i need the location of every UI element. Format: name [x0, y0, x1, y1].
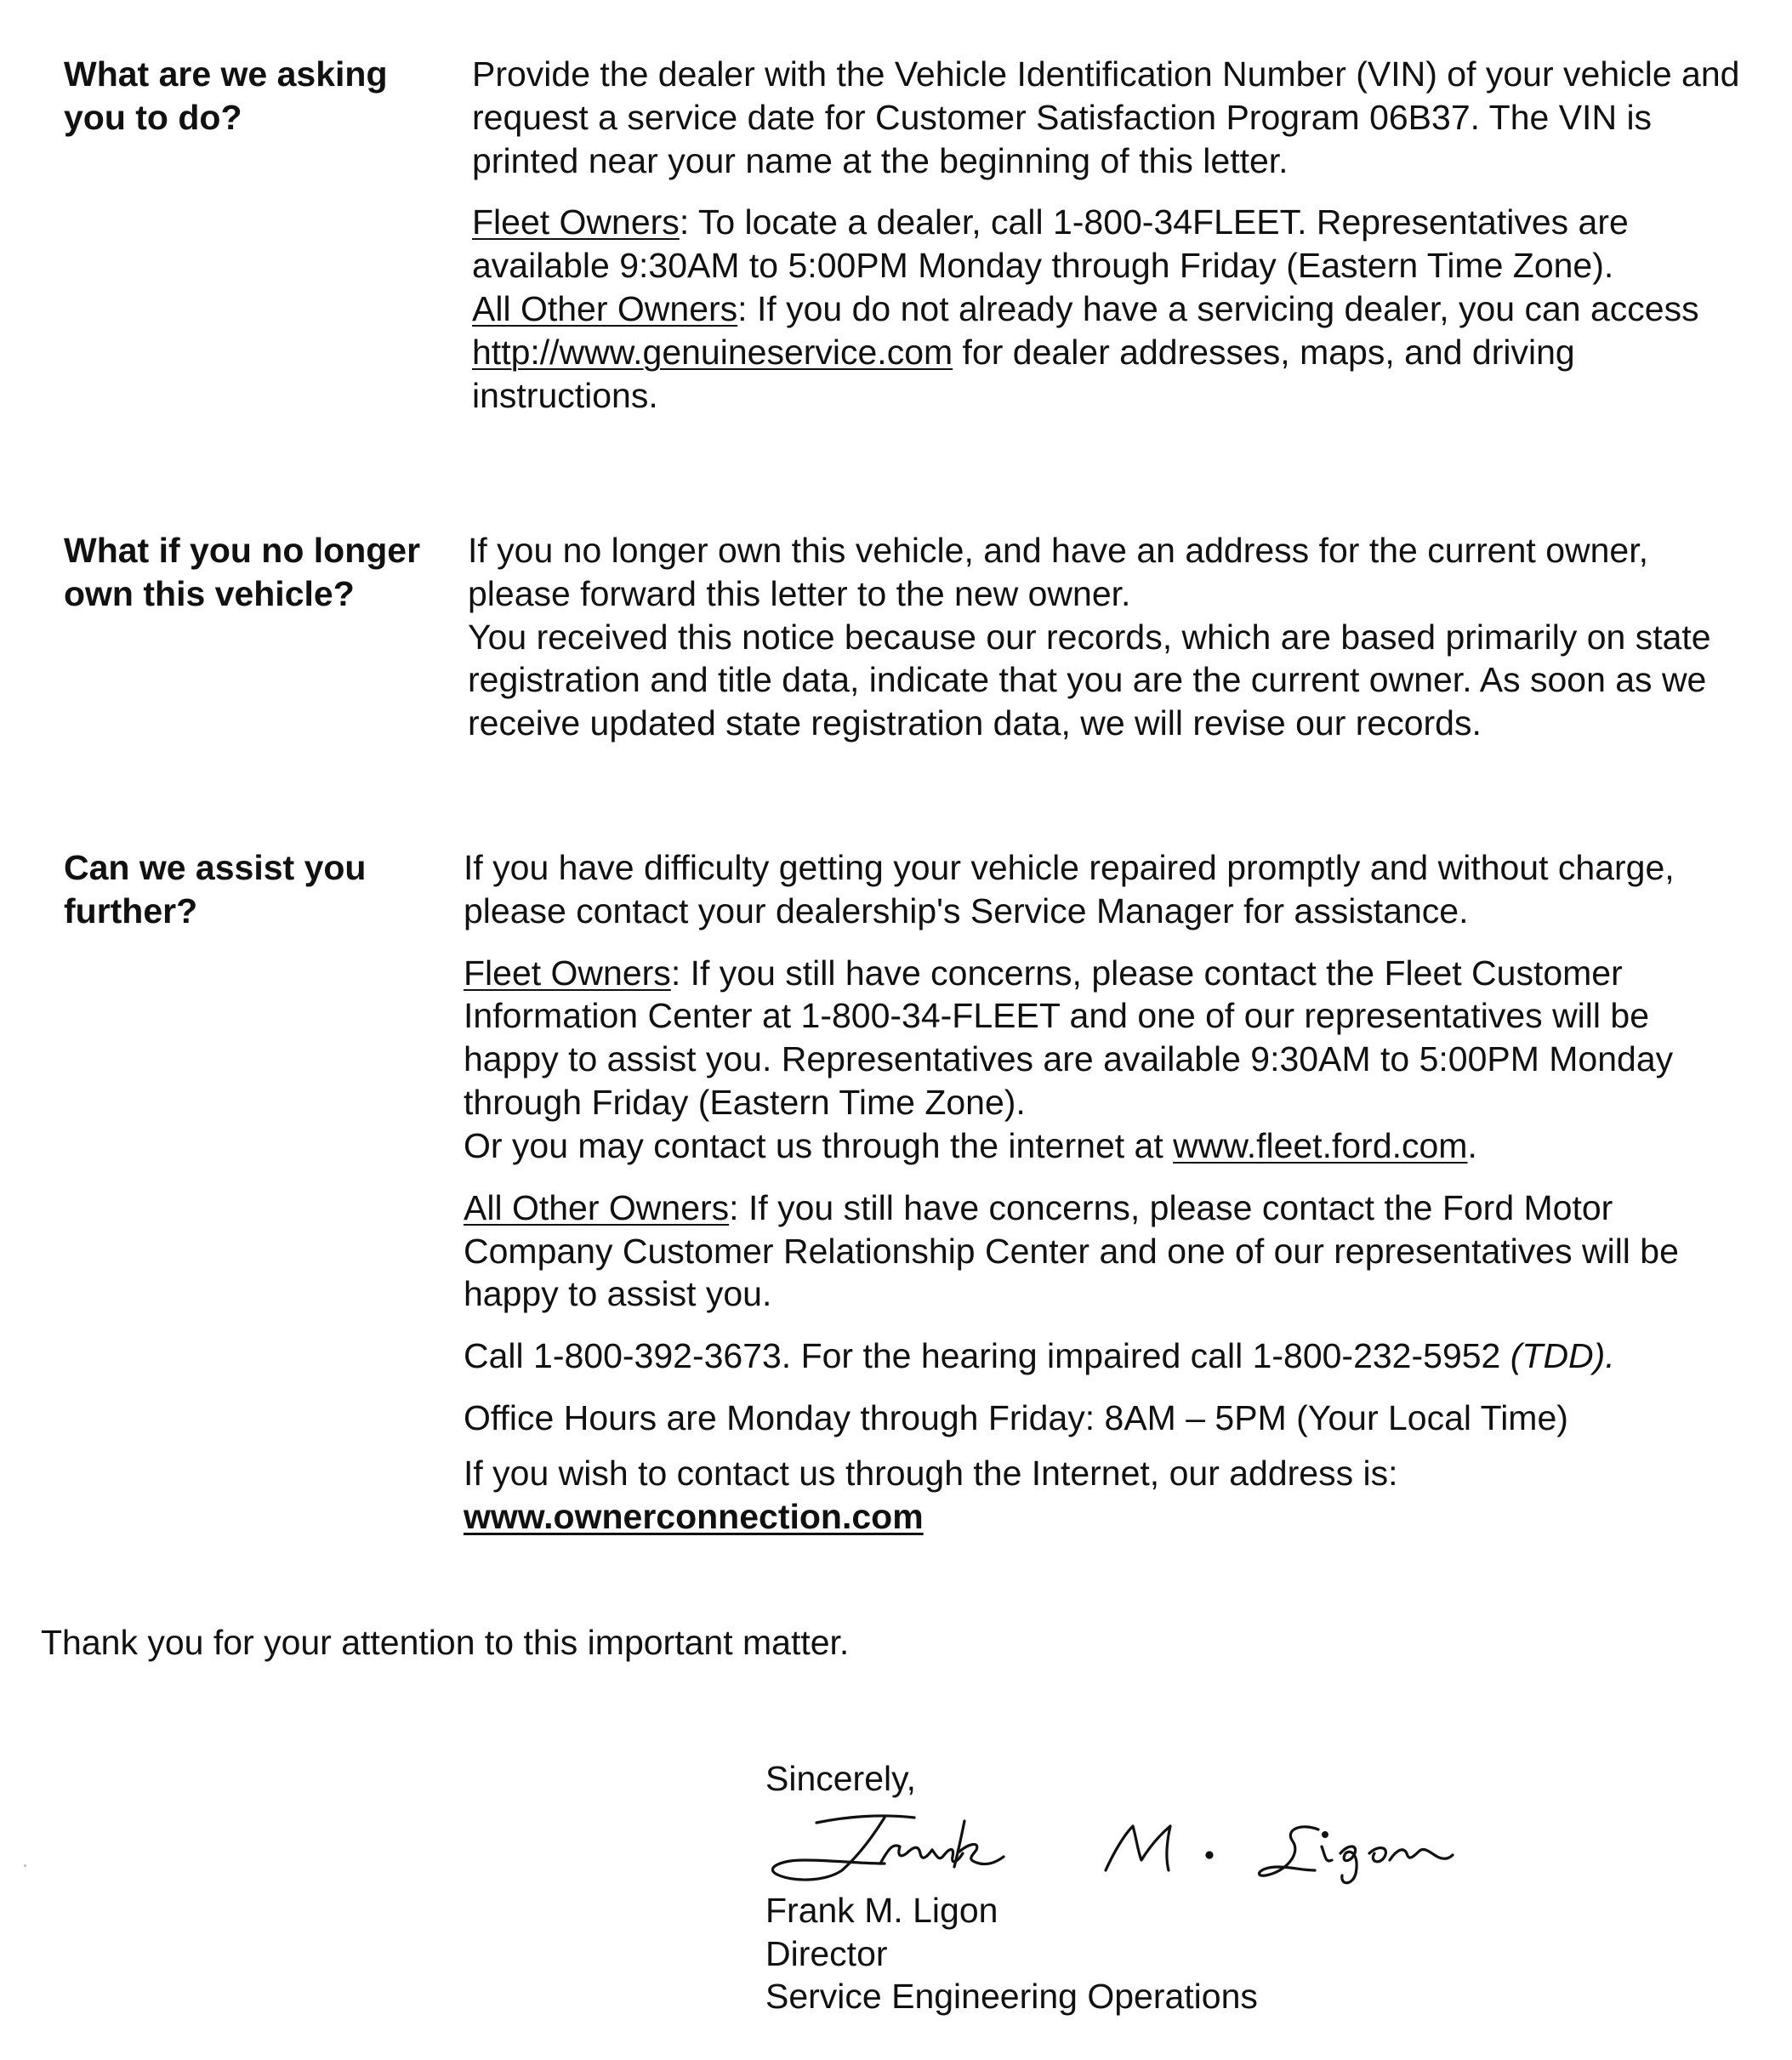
- signer-department: Service Engineering Operations: [765, 1977, 1258, 2017]
- other-owners-paragraph: [472, 287, 1756, 417]
- fleet-owners-label: Fleet Owners: [464, 953, 671, 993]
- signer-title: Director: [765, 1933, 888, 1973]
- other-owners-text: : If you still have concerns, please contact the Ford Motor Company Customer Relationship Center and one of our representatives will be happy to assist you.: [464, 1187, 1679, 1314]
- answer-body: [472, 53, 1756, 418]
- tdd-label: (TDD).: [1510, 1336, 1615, 1376]
- other-owners-label: All Other Owners: [464, 1187, 730, 1227]
- fleet-internet-paragraph: [464, 1124, 1748, 1168]
- fleet-owners-paragraph: [464, 952, 1748, 1124]
- office-hours: Office Hours are Monday through Friday: 8AM – 5PM (Your Local Time): [464, 1398, 1568, 1438]
- fleet-owners-label: Fleet Owners: [472, 202, 680, 242]
- question-heading: What are we asking you to do?: [64, 54, 388, 137]
- other-owners-text-before: : If you do not already have a servicing dealer, you can access: [737, 289, 1699, 329]
- intro-paragraph: If you have difficulty getting your vehicle repaired promptly and without charge, please contact your dealership's Service Manager for assistance.: [464, 848, 1675, 930]
- fleet-ford-link[interactable]: www.fleet.ford.com: [1173, 1125, 1468, 1165]
- sincerely-line: Sincerely,: [765, 1759, 916, 1798]
- fleet-owners-text: : To locate a dealer, call 1-800-34FLEET. Representatives are available 9:30AM to 5:00PM Monday through Friday (Eastern Time Zone).: [472, 202, 1629, 286]
- genuineservice-link[interactable]: http://www.genuineservice.com: [472, 332, 953, 372]
- fleet-internet-text-before: Or you may contact us through the internet at: [464, 1125, 1174, 1165]
- records-paragraph: You received this notice because our records, which are based primarily on state registration and title data, indicate that you are the current owner. As soon as we receive updated state registration data, we will revise our records.: [468, 617, 1711, 743]
- other-owners-label: All Other Owners: [472, 289, 738, 329]
- call-paragraph: [464, 1334, 1748, 1378]
- other-owners-text-after: for dealer addresses, maps, and driving instructions.: [472, 332, 1575, 415]
- scan-speck: [24, 1864, 26, 1867]
- fleet-owners-paragraph: [472, 201, 1756, 287]
- call-text: Call 1-800-392-3673. For the hearing impaired call 1-800-232-5952: [464, 1336, 1510, 1376]
- answer-body: [468, 529, 1752, 745]
- internet-paragraph: If you wish to contact us through the Internet, our address is:: [464, 1453, 1398, 1493]
- intro-paragraph: Provide the dealer with the Vehicle Identification Number (VIN) of your vehicle and request a service date for Customer Satisfaction Program 06B37. The VIN is printed near your name at the beginning of this letter.: [472, 54, 1740, 180]
- fleet-internet-text-after: .: [1467, 1125, 1477, 1165]
- question-heading: Can we assist you further?: [64, 848, 367, 930]
- question-heading: What if you no longer own this vehicle?: [64, 531, 421, 613]
- ownerconnection-line: [464, 1495, 1748, 1539]
- fleet-owners-text: : If you still have concerns, please contact the Fleet Customer Information Center at 1-800-34-FLEET and one of our representatives will be happy to assist you. Representatives are available 9:30AM to 5:00PM Monday through Friday (Eastern Time Zone).: [464, 953, 1674, 1123]
- signer-details: [765, 1889, 1531, 2018]
- handwritten-signature: [757, 1804, 1454, 1889]
- other-owners-paragraph: [464, 1186, 1748, 1316]
- signer-name: Frank M. Ligon: [765, 1890, 998, 1930]
- thank-you-line: Thank you for your attention to this important matter.: [41, 1623, 850, 1662]
- signature-block: [765, 1757, 1531, 2018]
- ownerconnection-link[interactable]: www.ownerconnection.com: [464, 1496, 924, 1536]
- answer-body: [464, 846, 1748, 1539]
- forward-paragraph: If you no longer own this vehicle, and have an address for the current owner, please forward this letter to the new owner.: [468, 531, 1648, 613]
